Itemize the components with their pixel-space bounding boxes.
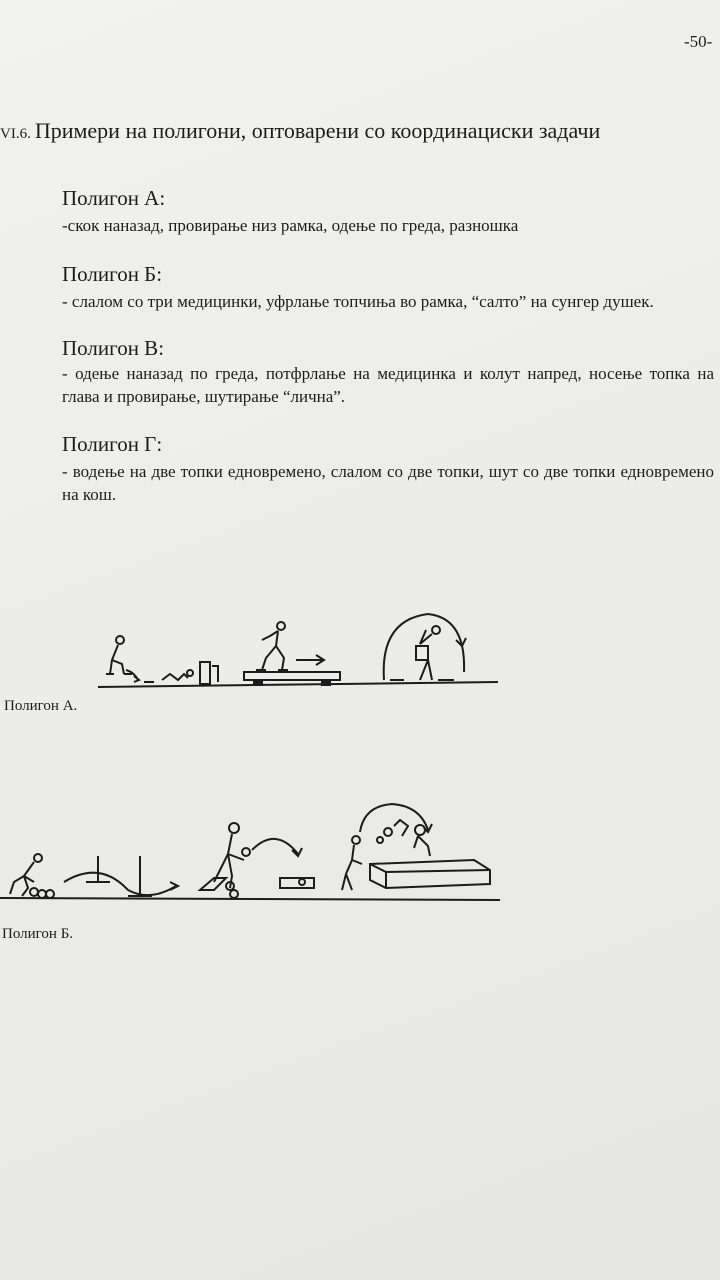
frame [200,662,218,684]
somersault-arc [360,804,432,832]
section-number: VI.6. [0,126,31,142]
throw-arc [252,839,302,856]
polygon-g-description: - водење на две топки едновремено, слалом со две топки, шут со две топки едновремено на кош. [62,462,714,504]
polygon-a-description: -скок наназад, провирање низ рамка, одење по греда, разношка [62,216,519,235]
target-frame [280,878,314,888]
polygon-a-title: Полигон А: [62,186,166,210]
polygon-b-title: Полигон Б: [62,262,163,286]
direction-arrow [296,655,324,665]
polygon-a-illustration [0,600,520,695]
section-heading [0,118,600,144]
polygon-b-illustration [0,790,520,910]
slalom-pole-1 [86,856,110,882]
ground-line [0,898,500,900]
ground-line [98,682,498,687]
polygon-g-title: Полигон Г: [62,432,163,456]
polygon-v-title: Полигон В: [62,336,165,360]
throwing-figure [200,823,250,898]
jumping-figure [106,636,139,682]
slalom-path [64,873,178,895]
jumping-figure [342,836,362,890]
figure-a-caption: Полигон А. [4,698,78,714]
somersault-figure [416,626,440,680]
figure-b-caption: Полигон Б. [2,926,74,942]
page-number: -50- [684,32,713,51]
somersault-figure [377,820,430,856]
section-title: Примери на полигони, оптоварени со координациски задачи [34,118,601,143]
crawling-figure [162,670,193,680]
dribbling-figure [10,854,54,898]
polygon-b-description: - слалом со три медицинки, уфрлање топчиња во рамка, “салто” на сунгер душек. [62,292,654,311]
sponge-mat [370,860,490,888]
polygon-v-description: - одење наназад по греда, потфрлање на медицинка и колут напред, носење топка на глава и провирање, шутирање “лична”. [62,364,714,406]
walking-figure [256,622,288,670]
slalom-pole-2 [128,856,152,896]
balance-beam [244,672,340,685]
